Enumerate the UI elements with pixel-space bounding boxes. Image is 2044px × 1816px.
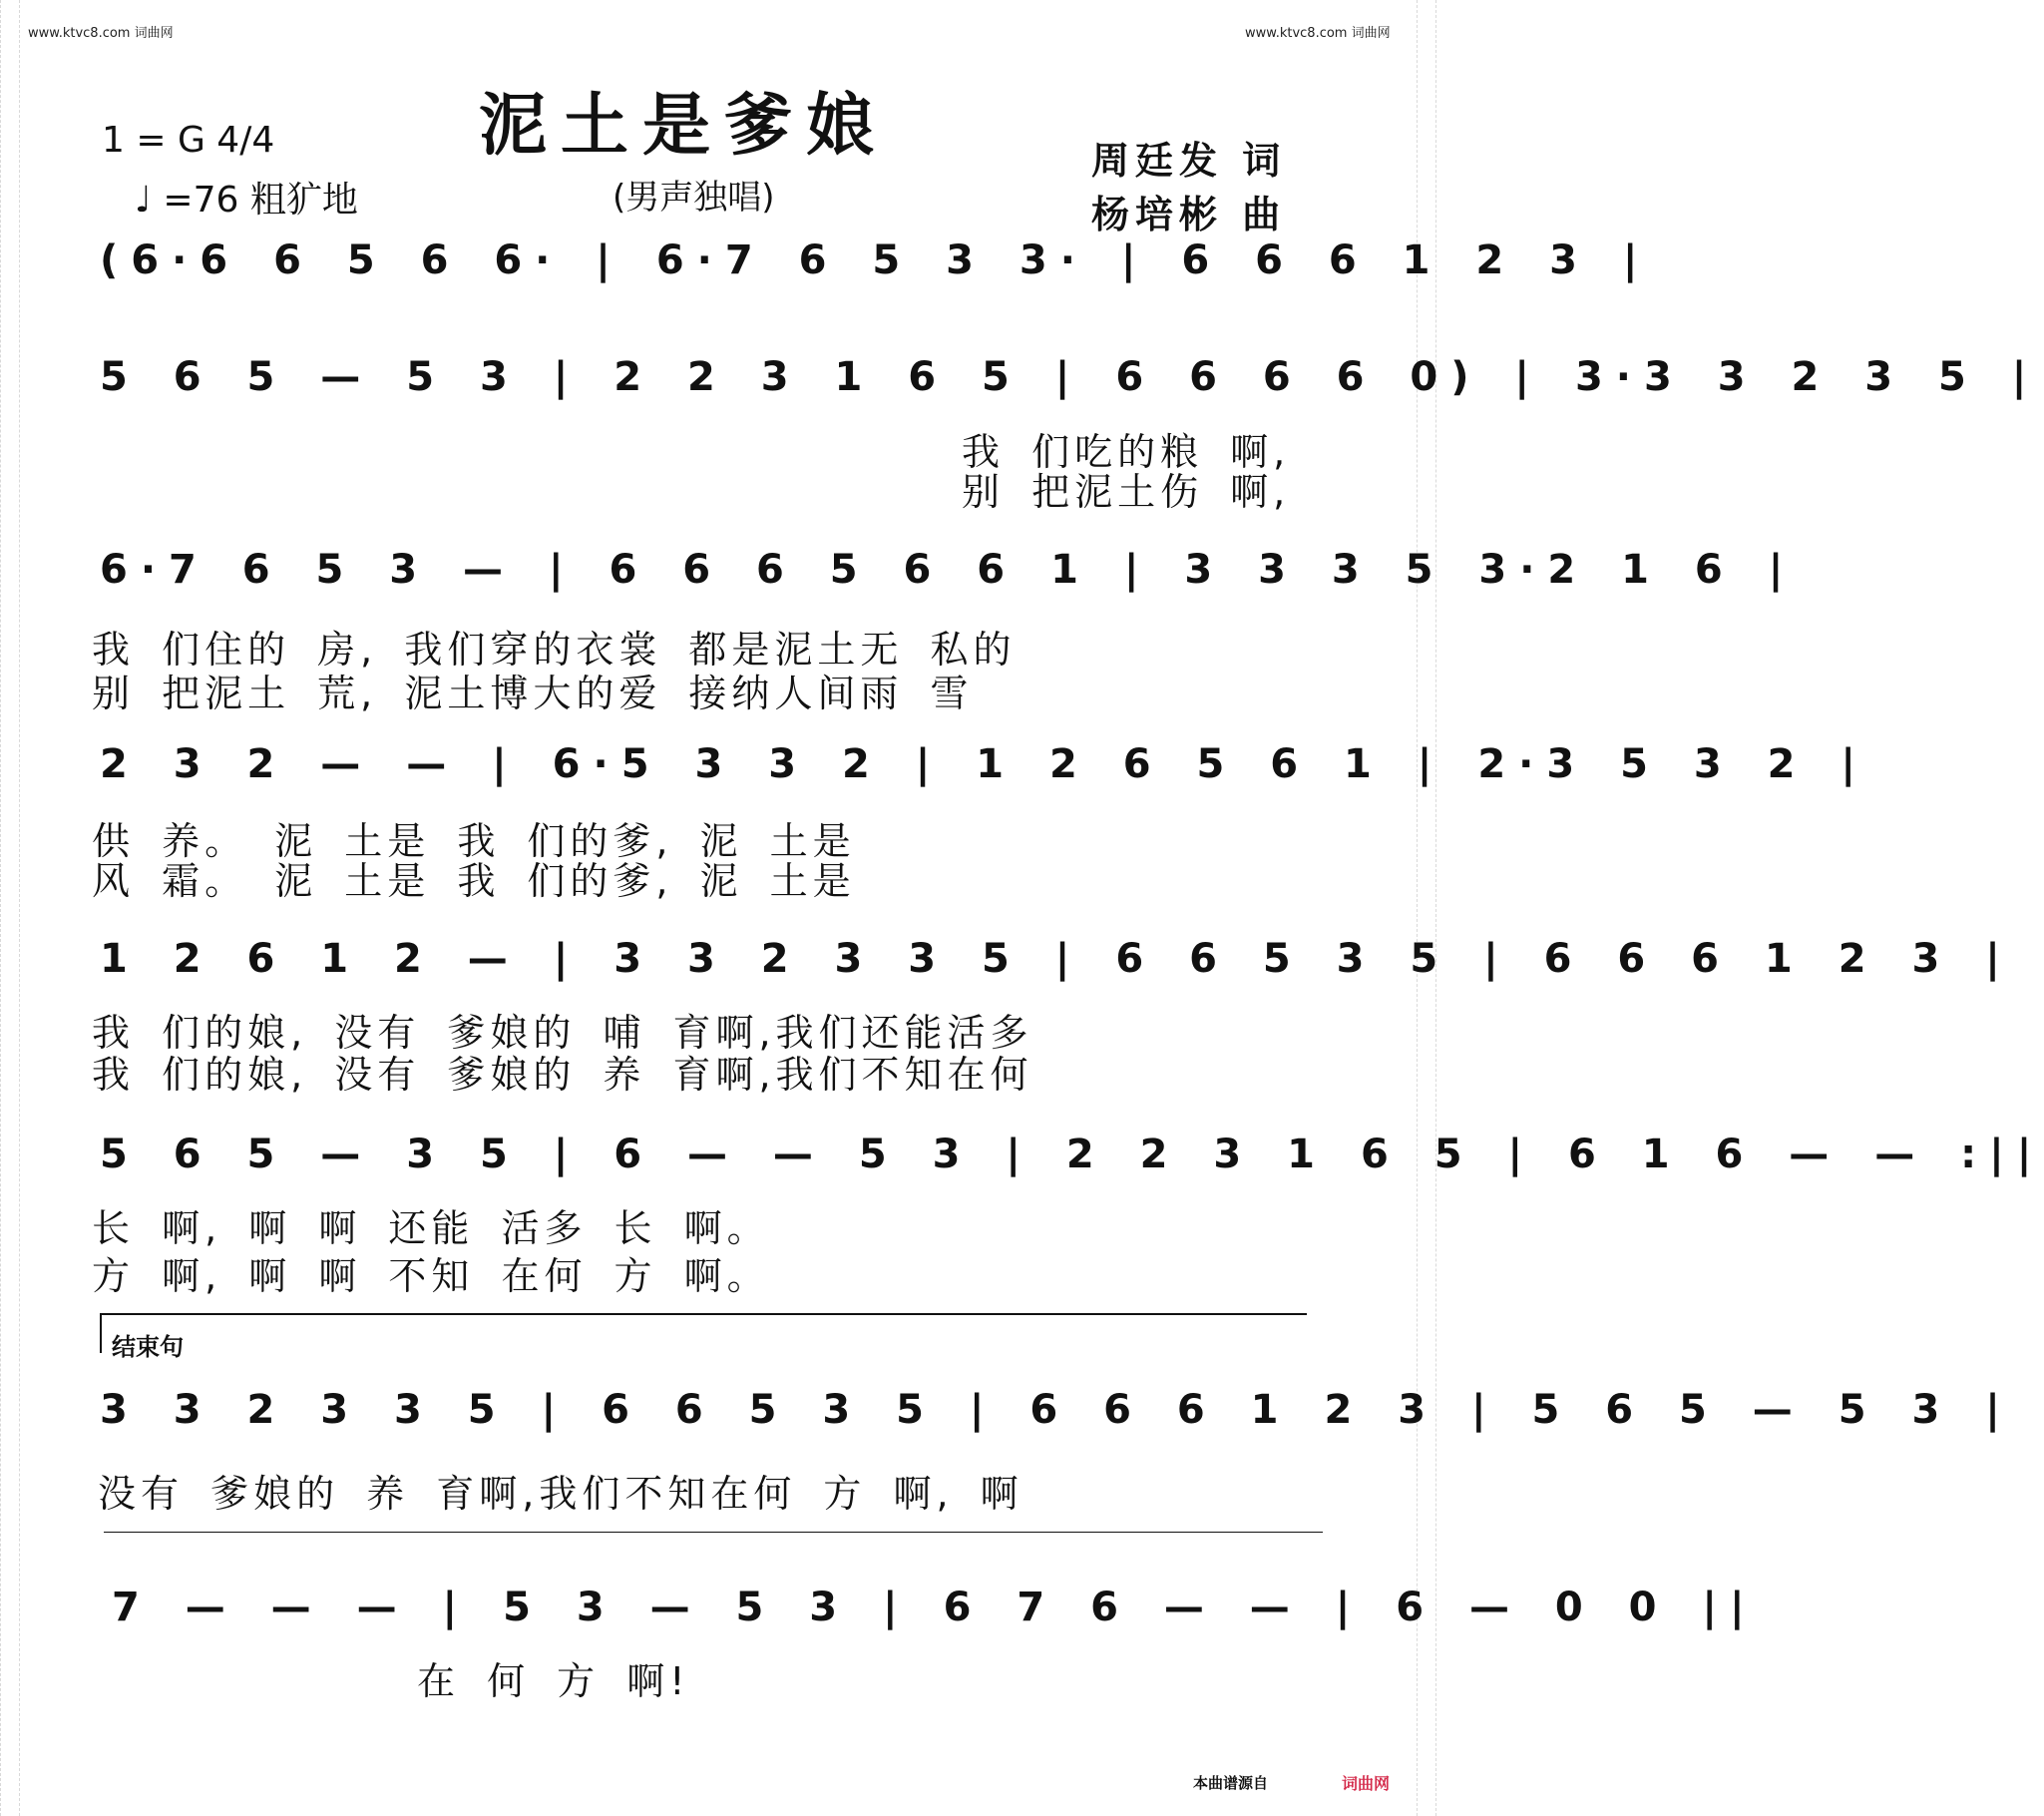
lyric-line-2a: 我 们吃的粮 啊,: [962, 430, 1291, 474]
lyric-line-4a: 供 养。 泥 土是 我 们的爹, 泥 土是: [92, 819, 856, 863]
page-title: 泥土是爹娘: [479, 86, 889, 166]
lyric-line-7: 没有 爹娘的 养 育啊,我们不知在何 方 啊, 啊: [98, 1472, 1023, 1516]
lyric-line-6b: 方 啊, 啊 啊 不知 在何 方 啊。: [92, 1254, 770, 1298]
coda-label: 结束句: [112, 1333, 184, 1361]
lyric-line-6a: 长 啊, 啊 啊 还能 活多 长 啊。: [92, 1206, 770, 1250]
lyric-line-5b: 我 们的娘, 没有 爹娘的 养 育啊,我们不知在何: [92, 1053, 1033, 1097]
watermark-right: www.ktvc8.com 词曲网: [1245, 26, 1391, 41]
lyric-line-4b: 风 霜。 泥 土是 我 们的爹, 泥 土是: [92, 859, 856, 903]
notation-line-2: 5 6 5 — 5 3 | 2 2 3 1 6 5 | 6 6 6 6 0) | 3·3 3 2 3 5 |: [100, 354, 2040, 400]
notation-line-4: 2 3 2 — — | 6·5 3 3 2 | 1 2 6 5 6 1 | 2·3 5 3 2 |: [100, 741, 1869, 787]
key-signature: 1 = G 4/4: [102, 120, 275, 161]
watermark-left: www.ktvc8.com 词曲网: [28, 26, 174, 41]
notation-line-3: 6·7 6 5 3 — | 6 6 6 5 6 6 1 | 3 3 3 5 3·2 1 6 |: [100, 547, 1797, 593]
lyricist-credit: 周廷发 词: [1091, 139, 1287, 183]
coda-bracket-tick: [100, 1313, 102, 1353]
notation-line-5: 1 2 6 1 2 — | 3 3 2 3 3 5 | 6 6 5 3 5 | 6 6 6 1 2 3 |: [100, 936, 2013, 982]
coda-bracket-line: [100, 1313, 1307, 1315]
footer-site-link[interactable]: 词曲网: [1342, 1774, 1391, 1793]
composer-credit: 杨培彬 曲: [1091, 193, 1287, 236]
notation-line-7: 3 3 2 3 3 5 | 6 6 5 3 5 | 6 6 6 1 2 3 | 5 6 5 — 5 3 |: [100, 1387, 2013, 1433]
notation-line-8: 7 — — — | 5 3 — 5 3 | 6 7 6 — — | 6 — 0 0 ||: [112, 1585, 1758, 1630]
tempo-marking: ♩ =76 粗犷地: [135, 180, 358, 221]
song-subtitle: (男声独唱): [613, 178, 775, 218]
notation-line-1: (6·6 6 5 6 6· | 6·7 6 5 3 3· | 6 6 6 1 2 3 |: [100, 237, 1651, 283]
lyric-line-3b: 别 把泥土 荒, 泥土博大的爱 接纳人间雨 雪: [92, 672, 974, 715]
lyric-line-8: 在 何 方 啊!: [417, 1659, 690, 1703]
lyric-line-3a: 我 们住的 房, 我们穿的衣裳 都是泥土无 私的: [92, 628, 1017, 672]
system-rule: [104, 1532, 1323, 1533]
notation-line-6: 5 6 5 — 3 5 | 6 — — 5 3 | 2 2 3 1 6 5 | 6 1 6 — — :||: [100, 1132, 2044, 1177]
lyric-line-2b: 别 把泥土伤 啊,: [962, 470, 1291, 514]
footer-source-text: 本曲谱源自: [1193, 1774, 1269, 1792]
lyric-line-5a: 我 们的娘, 没有 爹娘的 哺 育啊,我们还能活多: [92, 1011, 1033, 1055]
left-margin-strip: [0, 0, 20, 1816]
